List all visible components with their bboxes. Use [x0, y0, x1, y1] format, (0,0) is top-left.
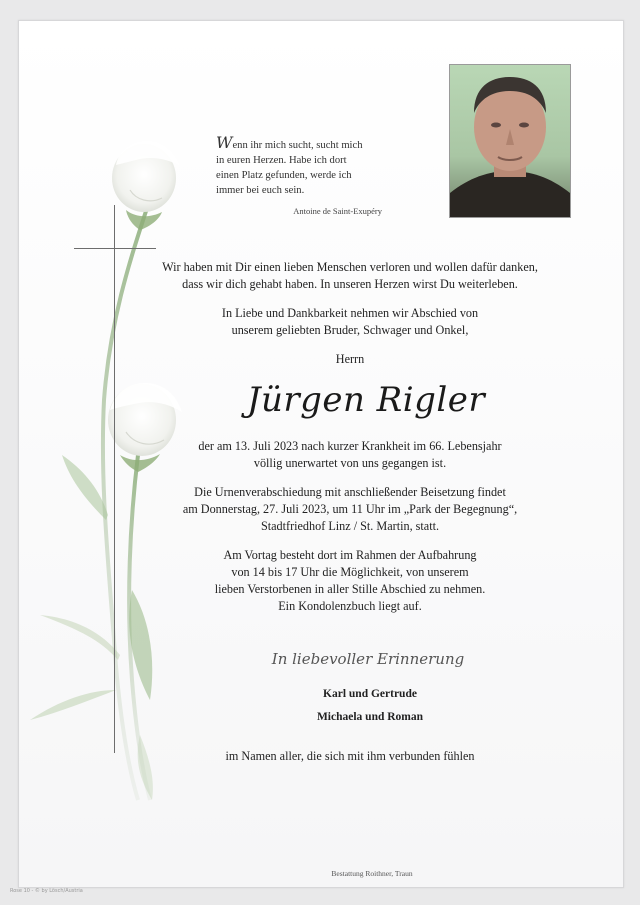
- intro-line: dass wir dich gehabt haben. In unseren Herzen wirst Du weiterleben.: [182, 277, 518, 291]
- quote-author: Antoine de Saint-Exupéry: [293, 206, 382, 216]
- quote-initial: W: [216, 133, 233, 152]
- farewell-line: In Liebe und Dankbarkeit nehmen wir Abschied von: [221, 306, 479, 320]
- ceremony-line: Stadtfriedhof Linz / St. Martin, statt.: [260, 519, 440, 533]
- cross-vertical-bar: [114, 205, 115, 753]
- viewing-line: Am Vortag besteht dort im Rahmen der Aufbahrung: [223, 548, 477, 562]
- undertaker-credit: Bestattung Roithner, Traun: [331, 869, 413, 878]
- death-notice-line: völlig unerwartet von uns gegangen ist.: [253, 456, 447, 470]
- quote-line: einen Platz gefunden, werde ich: [216, 170, 352, 181]
- intro-paragraph: [150, 259, 550, 293]
- quote-text: [216, 133, 416, 198]
- ceremony-line: am Donnerstag, 27. Juli 2023, um 11 Uhr im „Park der Begegnung“,: [182, 502, 518, 516]
- death-notice: [150, 438, 550, 472]
- viewing-line: lieben Verstorbenen in aller Stille Abschied zu nehmen.: [214, 582, 486, 596]
- death-notice-line: der am 13. Juli 2023 nach kurzer Krankheit im 66. Lebensjahr: [198, 439, 502, 453]
- portrait-photo: [449, 64, 571, 218]
- farewell-line: unserem geliebten Bruder, Schwager und Onkel,: [231, 323, 469, 337]
- mourner-name: Michaela und Roman: [316, 711, 424, 723]
- ceremony-line: Die Urnenverabschiedung mit anschließender Beisetzung findet: [194, 485, 506, 499]
- viewing-line: Ein Kondolenzbuch liegt auf.: [278, 599, 422, 613]
- deceased-name: Jürgen Rigler: [246, 380, 486, 420]
- quote-line: in euren Herzen. Habe ich dort: [216, 155, 347, 166]
- quote-line: immer bei euch sein.: [216, 185, 305, 196]
- viewing-line: von 14 bis 17 Uhr die Möglichkeit, von unserem: [231, 565, 469, 579]
- cross-horizontal-bar: [74, 248, 156, 249]
- intro-line: Wir haben mit Dir einen lieben Menschen verloren und wollen dafür danken,: [162, 260, 538, 274]
- footer-credit: Rose 10 - © by Lösch/Austria: [10, 888, 83, 894]
- salutation: Herrn: [335, 352, 365, 366]
- mourner-name: Karl und Gertrude: [323, 688, 417, 700]
- farewell-paragraph: [150, 305, 550, 339]
- ceremony-details: [150, 484, 550, 535]
- closing-line: im Namen aller, die sich mit ihm verbunden fühlen: [225, 749, 475, 763]
- viewing-details: [150, 547, 550, 615]
- memory-heading: In liebevoller Erinnerung: [271, 650, 465, 668]
- quote-line: enn ihr mich sucht, sucht mich: [232, 140, 363, 151]
